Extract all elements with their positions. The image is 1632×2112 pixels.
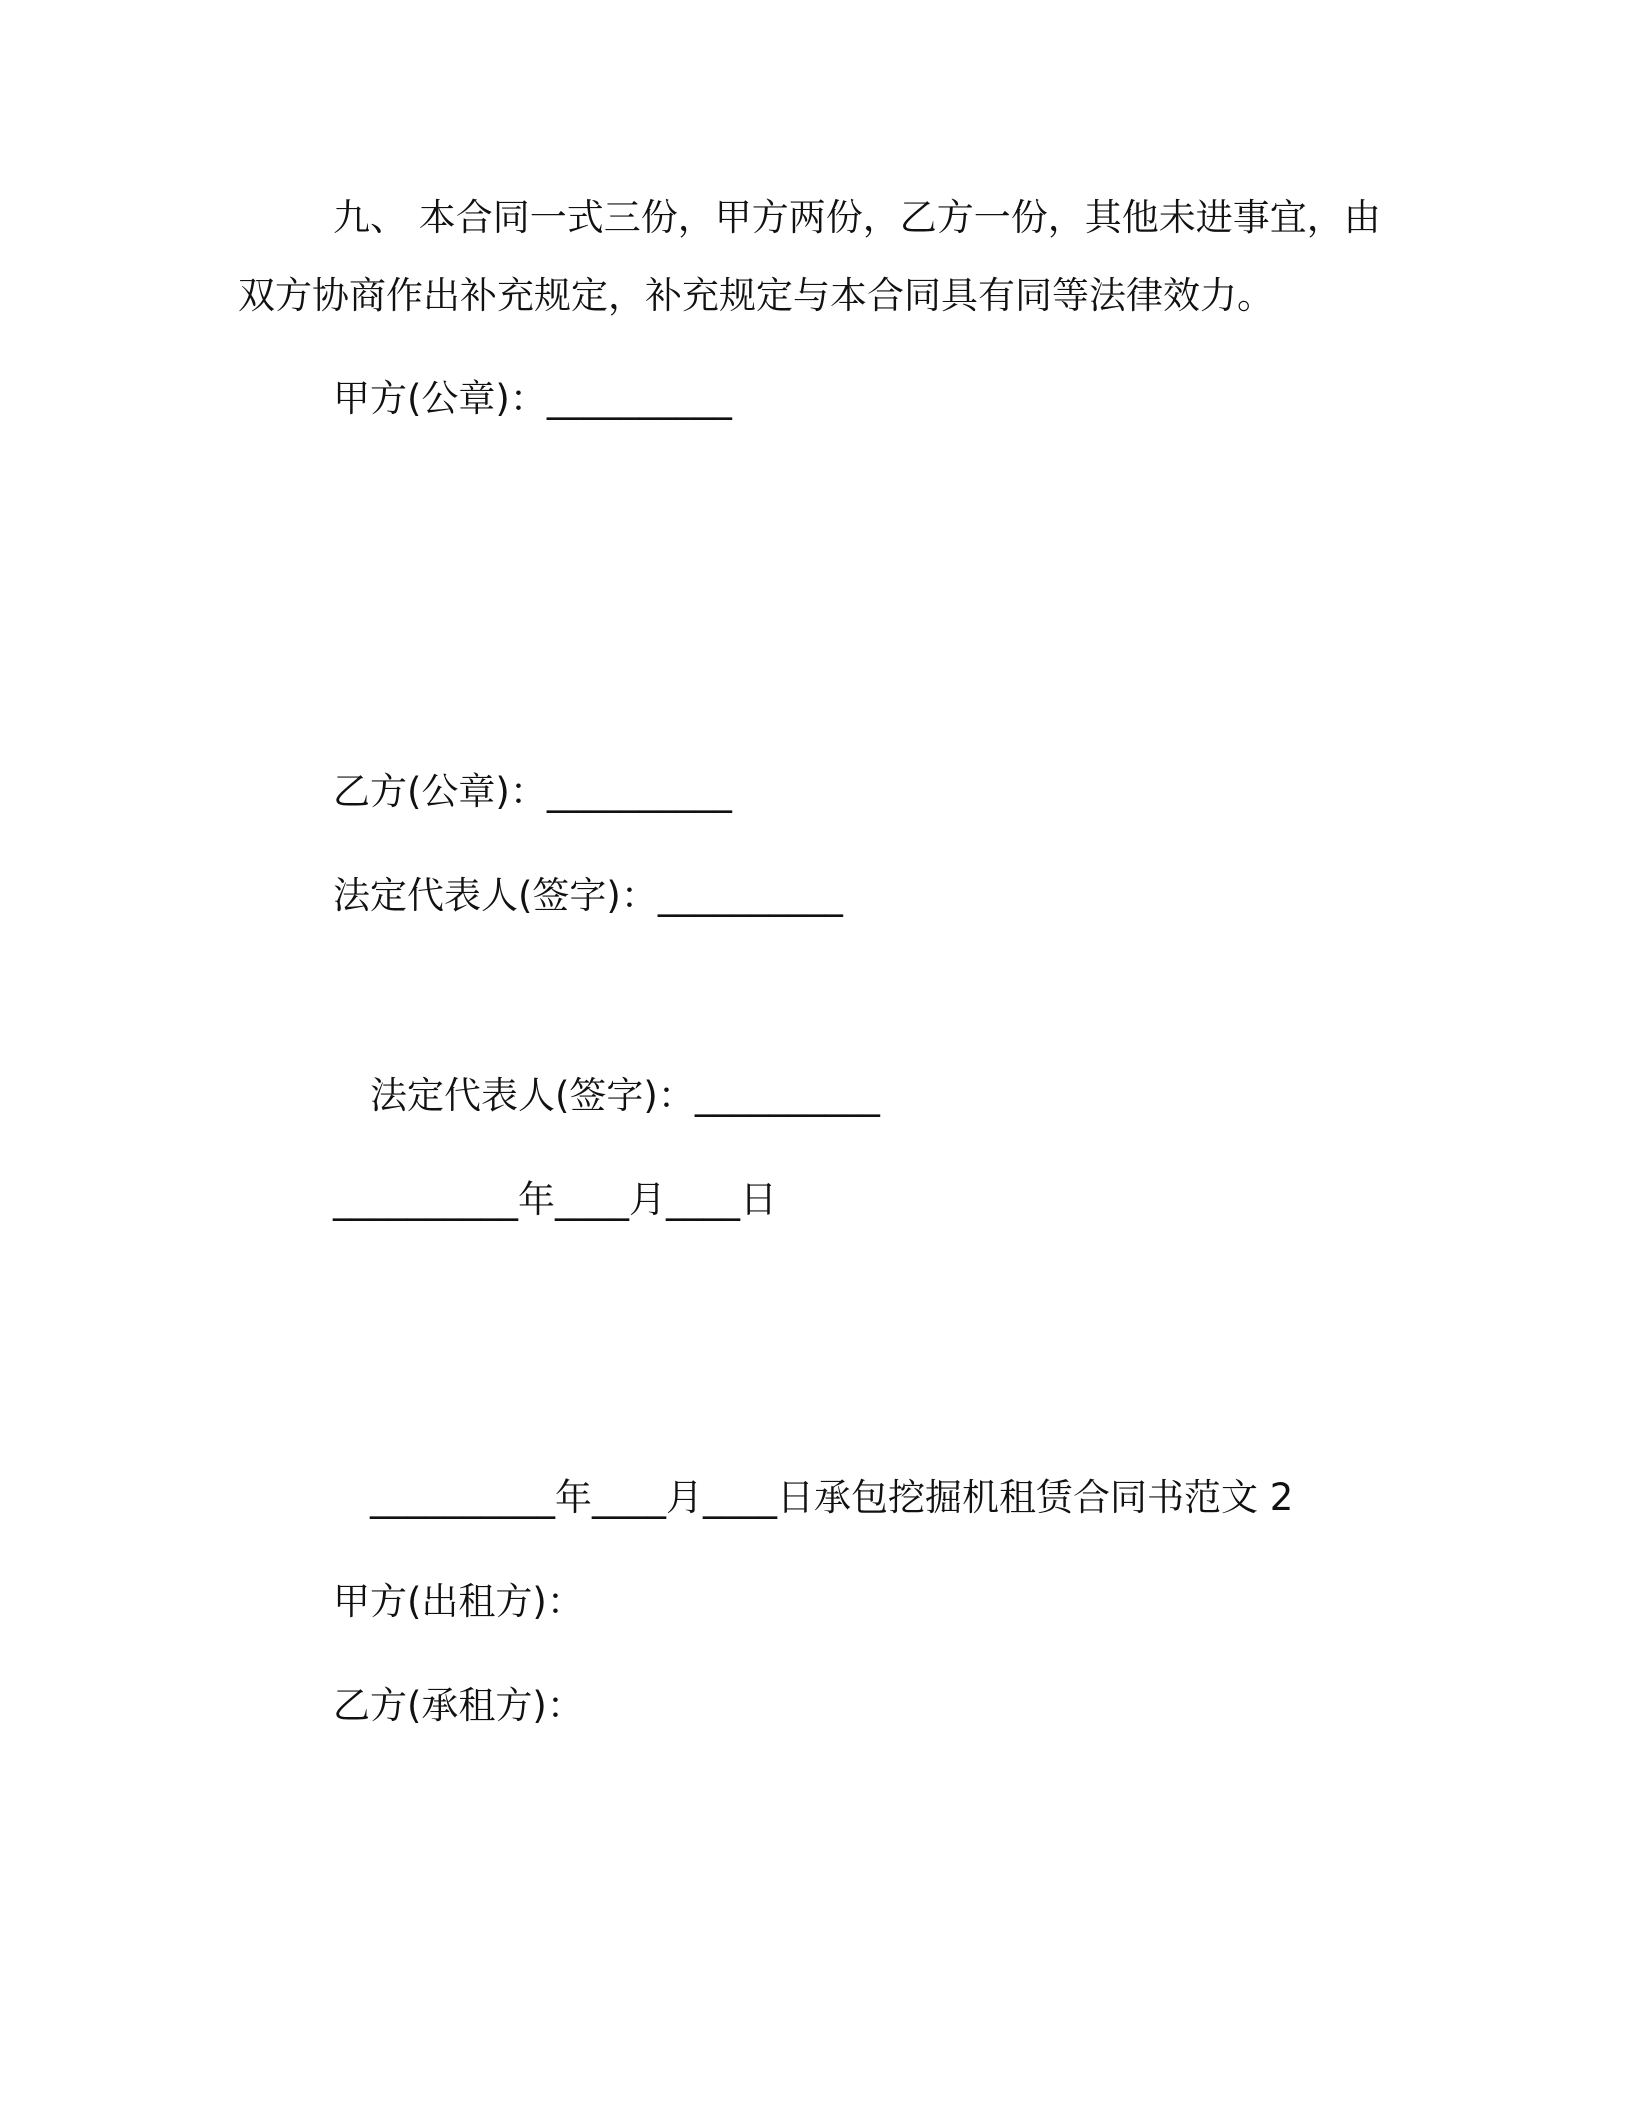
party-b-seal-line: 乙方(公章)：__________ xyxy=(333,770,732,813)
party-b-lessee-line: 乙方(承租方)： xyxy=(333,1684,584,1727)
clause-nine-line-2: 双方协商作出补充规定，补充规定与本合同具有同等法律效力。 xyxy=(238,274,1274,317)
party-a-lessor-line: 甲方(出租方)： xyxy=(333,1580,584,1623)
party-a-seal-line: 甲方(公章)：__________ xyxy=(333,377,732,420)
legal-representative-line-1: 法定代表人(签字)：__________ xyxy=(333,874,843,917)
signature-date-line: __________年____月____日 xyxy=(333,1178,777,1221)
template-2-heading: __________年____月____日承包挖掘机租赁合同书范文 2 xyxy=(370,1476,1294,1519)
legal-representative-line-2: 法定代表人(签字)：__________ xyxy=(370,1074,880,1117)
clause-nine-line-1: 九、 本合同一式三份，甲方两份，乙方一份，其他未进事宜，由 xyxy=(333,196,1381,239)
